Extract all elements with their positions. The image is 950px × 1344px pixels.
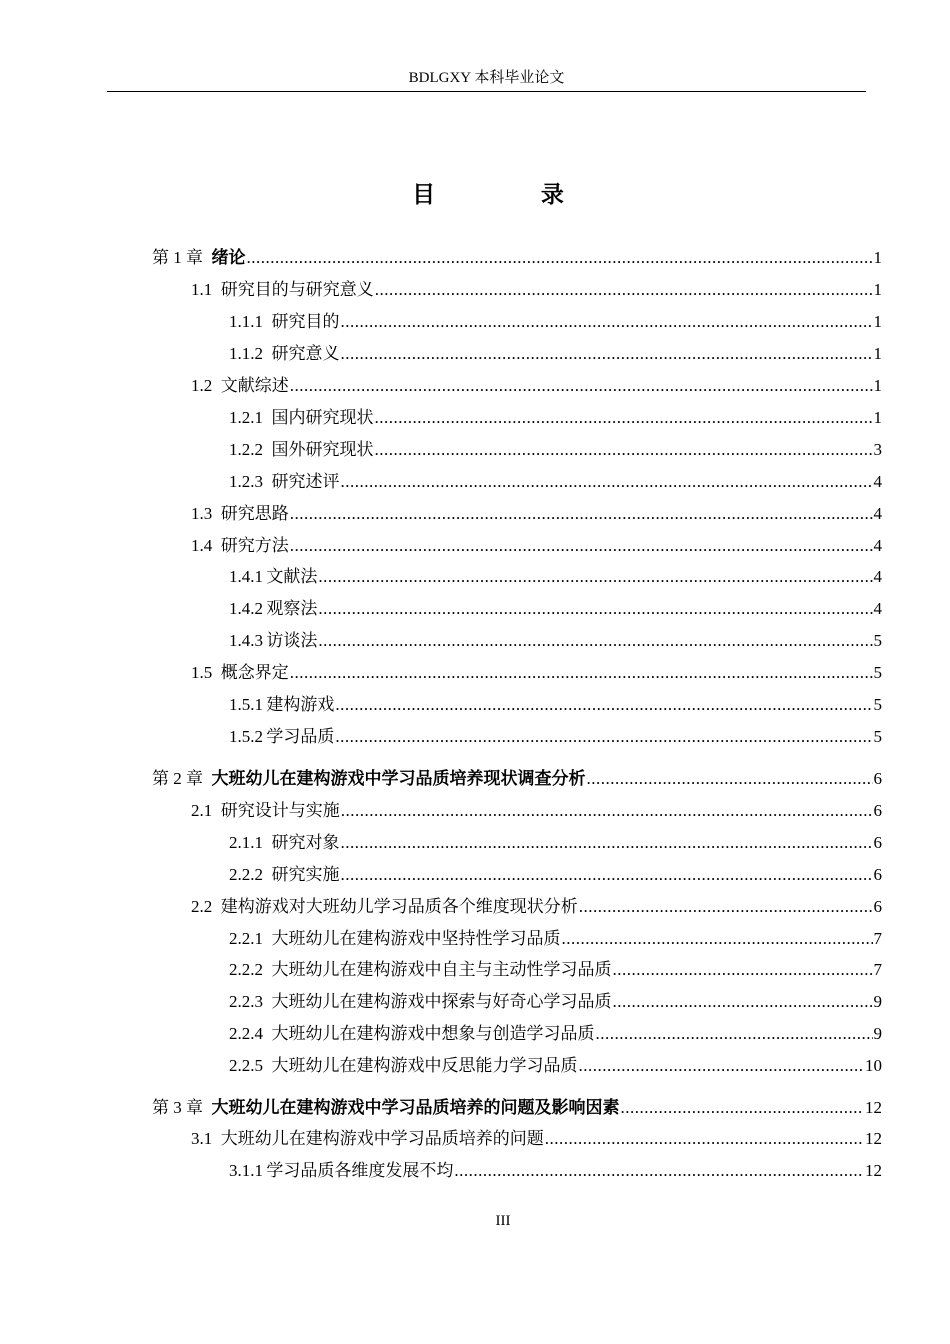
toc-subsection-entry[interactable] [229, 958, 882, 982]
toc-entry-number: 1.2.3 [229, 472, 263, 491]
toc-entry-title: 研究意义 [271, 344, 340, 363]
toc-entry-title: 研究目的 [271, 312, 340, 331]
toc-entry-number: 3.1.1 [229, 1161, 263, 1180]
toc-entry-title: 大班幼儿在建构游戏中探索与好奇心学习品质 [271, 992, 612, 1011]
toc-subsection-entry[interactable] [229, 597, 882, 621]
toc-chapter-entry[interactable] [152, 767, 882, 791]
toc-entry-title: 研究述评 [271, 472, 340, 491]
toc-entry-number: 1.4.3 [229, 631, 263, 650]
toc-entry-number: 2.2 [191, 897, 213, 916]
toc-entry-title: 大班幼儿在建构游戏中学习品质培养的问题及影响因素 [211, 1098, 620, 1117]
toc-entry-gap [263, 312, 272, 331]
toc-dot-leader [613, 990, 873, 1014]
toc-dot-leader [621, 1096, 865, 1120]
toc-entry-gap [212, 504, 221, 523]
toc-entry-title: 研究对象 [271, 833, 340, 852]
toc-dot-leader [335, 693, 872, 717]
toc-entry-gap [263, 833, 272, 852]
toc-page-number: 1 [873, 248, 882, 267]
toc-section-entry[interactable] [191, 895, 882, 919]
toc-entry-title: 学习品质 [266, 727, 335, 746]
toc-dot-leader [579, 895, 873, 919]
toc-page-number: 1 [873, 408, 882, 427]
page-number: III [495, 1213, 511, 1229]
toc-page-number: 12 [865, 1129, 882, 1148]
toc-subsection-entry[interactable] [229, 565, 882, 589]
header-rule [107, 91, 866, 92]
toc-entry-gap [263, 472, 272, 491]
toc-chapter-entry[interactable] [152, 246, 882, 270]
toc-entry-gap [263, 440, 272, 459]
toc-dot-leader [341, 863, 873, 887]
toc-entry-text [191, 895, 578, 919]
toc-entry-text [152, 246, 246, 270]
toc-entry-gap [212, 897, 221, 916]
toc-entry-gap [263, 1056, 272, 1075]
toc-dot-leader [290, 374, 873, 398]
toc-entry-text [229, 927, 561, 951]
toc-page-number: 9 [873, 992, 882, 1011]
toc-entry-number: 2.2.3 [229, 992, 263, 1011]
toc-section-entry[interactable] [191, 1127, 882, 1151]
toc-subsection-entry[interactable] [229, 438, 882, 462]
toc-page-number: 12 [865, 1098, 882, 1117]
toc-entry-number: 2.2.4 [229, 1024, 263, 1043]
toc-page-number: 6 [873, 769, 882, 788]
toc-entry-title: 研究设计与实施 [220, 801, 340, 820]
toc-entry-title: 观察法 [266, 599, 318, 618]
toc-dot-leader [545, 1127, 864, 1151]
toc-entry-text [152, 1096, 620, 1120]
toc-entry-title: 研究思路 [220, 504, 289, 523]
toc-page-number: 7 [873, 960, 882, 979]
toc-entry-number: 1.3 [191, 504, 213, 523]
toc-entry-number: 3.1 [191, 1129, 213, 1148]
toc-page-number: 4 [873, 599, 882, 618]
toc-subsection-entry[interactable] [229, 310, 882, 334]
toc-entry-text [229, 406, 374, 430]
toc-entry-number: 1.4.2 [229, 599, 263, 618]
toc-page-number: 7 [873, 929, 882, 948]
toc-dot-leader [341, 799, 873, 823]
toc-entry-text [229, 470, 340, 494]
toc-entry-number: 第 2 章 [152, 769, 203, 788]
toc-page-number: 12 [865, 1161, 882, 1180]
toc-section-entry[interactable] [191, 278, 882, 302]
toc-entry-text [229, 629, 317, 653]
toc-page-number: 4 [873, 504, 882, 523]
toc-subsection-entry[interactable] [229, 1054, 882, 1078]
toc-subsection-entry[interactable] [229, 1022, 882, 1046]
toc-entry-title: 文献综述 [220, 376, 289, 395]
toc-subsection-entry[interactable] [229, 1159, 882, 1183]
toc-entry-text [191, 374, 289, 398]
toc-page-number: 9 [873, 1024, 882, 1043]
toc-dot-leader [341, 310, 873, 334]
toc-entry-title: 大班幼儿在建构游戏中学习品质培养的问题 [220, 1129, 544, 1148]
toc-entry-number: 1.5 [191, 663, 213, 682]
toc-dot-leader [247, 246, 873, 270]
toc-entry-text [191, 799, 340, 823]
toc-dot-leader [341, 342, 873, 366]
toc-entry-gap [263, 992, 272, 1011]
toc-entry-gap [263, 408, 272, 427]
toc-entry-text [152, 767, 586, 791]
toc-entry-number: 1.2 [191, 376, 213, 395]
toc-subsection-entry[interactable] [229, 863, 882, 887]
toc-entry-number: 2.2.2 [229, 960, 263, 979]
toc-page-number: 6 [873, 897, 882, 916]
toc-entry-number: 1.1.1 [229, 312, 263, 331]
toc-section-entry[interactable] [191, 502, 882, 526]
toc-entry-title: 大班幼儿在建构游戏中学习品质培养现状调查分析 [211, 769, 586, 788]
toc-dot-leader [290, 534, 873, 558]
toc-entry-title: 文献法 [266, 567, 318, 586]
toc-entry-text [229, 1159, 453, 1183]
toc-page-number: 5 [873, 695, 882, 714]
toc-page-number: 5 [873, 727, 882, 746]
toc-dot-leader [341, 470, 873, 494]
toc-title: 目 录 [412, 182, 614, 207]
toc-entry-title: 建构游戏 [266, 695, 335, 714]
toc-section-entry[interactable] [191, 374, 882, 398]
toc-entry-text [229, 310, 340, 334]
toc-dot-leader [587, 767, 873, 791]
toc-entry-title: 研究实施 [271, 865, 340, 884]
toc-page-number: 1 [873, 280, 882, 299]
toc-subsection-entry[interactable] [229, 693, 882, 717]
toc-entry-number: 第 3 章 [152, 1098, 203, 1117]
toc-entry-text [191, 534, 289, 558]
toc-page-number: 5 [873, 663, 882, 682]
toc-entry-text [229, 1054, 578, 1078]
toc-subsection-entry[interactable] [229, 470, 882, 494]
toc-entry-text [229, 438, 374, 462]
toc-entry-gap [263, 865, 272, 884]
toc-page-number: 6 [873, 865, 882, 884]
toc-page-number: 6 [873, 833, 882, 852]
toc-entry-number: 1.5.2 [229, 727, 263, 746]
toc-entry-text [229, 693, 334, 717]
toc-page-number: 1 [873, 344, 882, 363]
toc-entry-title: 研究方法 [220, 536, 289, 555]
toc-subsection-entry[interactable] [229, 831, 882, 855]
toc-chapter-entry[interactable] [152, 1096, 882, 1120]
toc-page-number: 5 [873, 631, 882, 650]
toc-entry-gap [212, 663, 221, 682]
toc-entry-gap [263, 1024, 272, 1043]
toc-dot-leader [562, 927, 873, 951]
toc-entry-gap [212, 376, 221, 395]
toc-subsection-entry[interactable] [229, 927, 882, 951]
toc-section-entry[interactable] [191, 534, 882, 558]
toc-entry-gap [212, 1129, 221, 1148]
toc-entry-title: 大班幼儿在建构游戏中坚持性学习品质 [271, 929, 561, 948]
toc-entry-gap [263, 929, 272, 948]
toc-entry-title: 访谈法 [266, 631, 318, 650]
toc-entry-text [191, 278, 374, 302]
toc-section-entry[interactable] [191, 661, 882, 685]
toc-dot-leader [375, 278, 873, 302]
toc-page-number: 1 [873, 312, 882, 331]
toc-entry-title: 国外研究现状 [271, 440, 374, 459]
toc-dot-leader [318, 629, 872, 653]
toc-entry-title: 绪论 [211, 248, 246, 267]
toc-entry-text [229, 565, 317, 589]
toc-dot-leader [375, 406, 873, 430]
toc-entry-title: 大班幼儿在建构游戏中自主与主动性学习品质 [271, 960, 612, 979]
toc-entry-number: 1.1 [191, 280, 213, 299]
toc-page-number: 4 [873, 472, 882, 491]
toc-page-number: 4 [873, 567, 882, 586]
toc-entry-text [229, 1022, 595, 1046]
toc-subsection-entry[interactable] [229, 725, 882, 749]
toc-entry-title: 大班幼儿在建构游戏中反思能力学习品质 [271, 1056, 578, 1075]
toc-dot-leader [335, 725, 872, 749]
toc-subsection-entry[interactable] [229, 342, 882, 366]
toc-entry-text [229, 725, 334, 749]
toc-dot-leader [341, 831, 873, 855]
toc-entry-title: 概念界定 [220, 663, 289, 682]
toc-page-number: 1 [873, 376, 882, 395]
toc-dot-leader [290, 502, 873, 526]
toc-entry-gap [263, 344, 272, 363]
toc-dot-leader [375, 438, 873, 462]
toc-subsection-entry[interactable] [229, 406, 882, 430]
toc-dot-leader [318, 565, 872, 589]
toc-dot-leader [454, 1159, 864, 1183]
toc-dot-leader [613, 958, 873, 982]
toc-entry-title: 建构游戏对大班幼儿学习品质各个维度现状分析 [220, 897, 578, 916]
running-header: BDLGXY 本科毕业论文 [408, 70, 565, 86]
toc-entry-title: 大班幼儿在建构游戏中想象与创造学习品质 [271, 1024, 595, 1043]
toc-subsection-entry[interactable] [229, 629, 882, 653]
toc-entry-gap [203, 248, 212, 267]
toc-entry-gap [203, 769, 212, 788]
toc-entry-text [191, 502, 289, 526]
toc-entry-number: 1.4.1 [229, 567, 263, 586]
toc-entry-gap [212, 801, 221, 820]
toc-entry-gap [212, 536, 221, 555]
toc-subsection-entry[interactable] [229, 990, 882, 1014]
toc-page-number: 3 [873, 440, 882, 459]
toc-page-number: 6 [873, 801, 882, 820]
toc-entry-title: 学习品质各维度发展不均 [266, 1161, 454, 1180]
toc-entry-text [229, 863, 340, 887]
toc-dot-leader [596, 1022, 873, 1046]
toc-entry-gap [203, 1098, 212, 1117]
toc-entry-title: 研究目的与研究意义 [220, 280, 374, 299]
toc-page-number: 10 [865, 1056, 882, 1075]
toc-entry-gap [263, 960, 272, 979]
toc-entry-number: 2.1.1 [229, 833, 263, 852]
toc-entry-text [191, 661, 289, 685]
toc-entry-text [229, 342, 340, 366]
toc-entry-number: 第 1 章 [152, 248, 203, 267]
toc-entry-number: 1.1.2 [229, 344, 263, 363]
toc-entry-number: 2.2.1 [229, 929, 263, 948]
toc-dot-leader [290, 661, 873, 685]
toc-entry-text [191, 1127, 544, 1151]
toc-dot-leader [318, 597, 872, 621]
toc-dot-leader [579, 1054, 865, 1078]
toc-entry-number: 2.2.5 [229, 1056, 263, 1075]
toc-entry-text [229, 831, 340, 855]
toc-entry-number: 1.2.1 [229, 408, 263, 427]
toc-entry-number: 1.4 [191, 536, 213, 555]
toc-entry-text [229, 958, 612, 982]
toc-entry-number: 2.1 [191, 801, 213, 820]
toc-page-number: 4 [873, 536, 882, 555]
toc-entry-gap [212, 280, 221, 299]
toc-section-entry[interactable] [191, 799, 882, 823]
toc-entry-number: 2.2.2 [229, 865, 263, 884]
toc-entry-number: 1.2.2 [229, 440, 263, 459]
toc-entry-title: 国内研究现状 [271, 408, 374, 427]
toc-entry-number: 1.5.1 [229, 695, 263, 714]
toc-entry-text [229, 597, 317, 621]
toc-entry-text [229, 990, 612, 1014]
